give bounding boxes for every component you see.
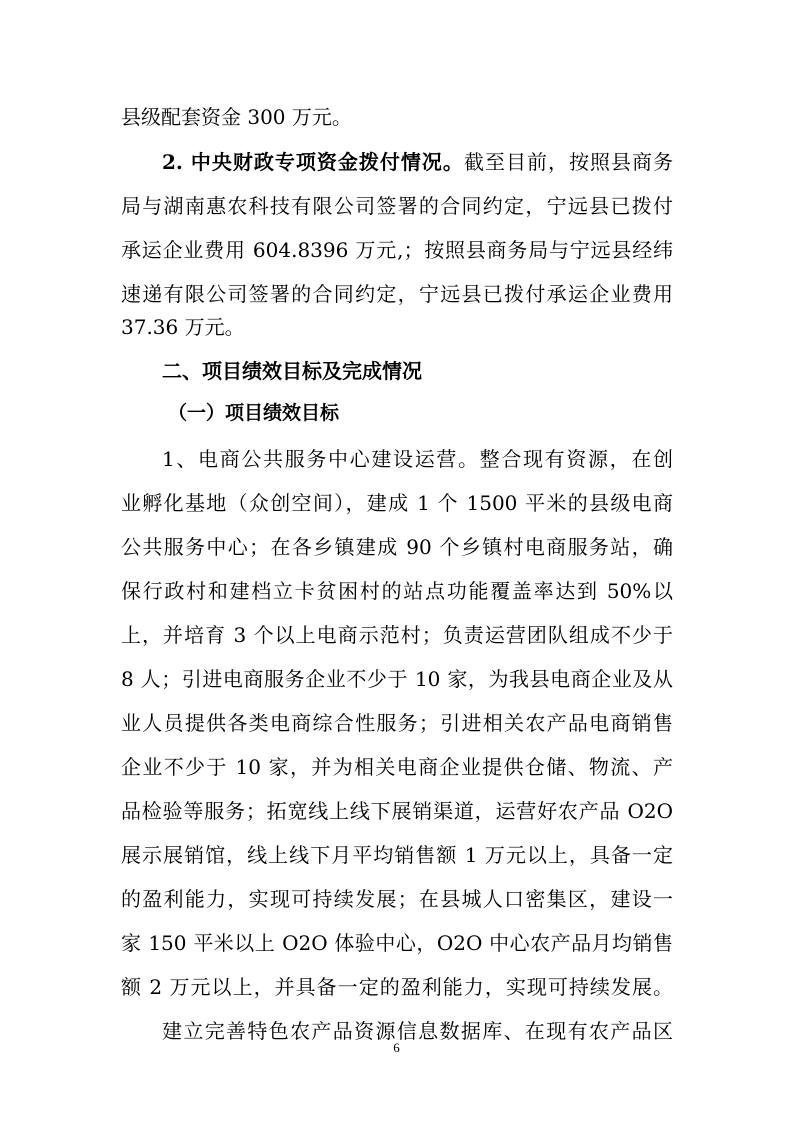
paragraph-line: 建立完善特色农产品资源信息数据库、在现有农产品区 — [162, 1019, 673, 1043]
paragraph-line: 的盈利能力，实现可持续发展；在县城人口密集区，建设一 — [121, 887, 673, 911]
paragraph-line: 展示展销馆，线上线下月平均销售额 1 万元以上，具备一定 — [121, 843, 673, 867]
paragraph-line: 公共服务中心；在各乡镇建成 90 个乡镇村电商服务站，确 — [121, 535, 673, 559]
subsection-title: 2. 中央财政专项资金拨付情况。 — [162, 150, 464, 174]
section-heading: 二、项目绩效目标及完成情况 — [162, 359, 422, 383]
subsection-heading: （一）项目绩效目标 — [168, 402, 340, 424]
paragraph-line: 业孵化基地（众创空间），建成 1 个 1500 平米的县级电商 — [121, 491, 673, 515]
paragraph-line: 速递有限公司签署的合同约定，宁远县已拨付承运企业费用 — [121, 282, 673, 306]
paragraph-line: 37.36 万元。 — [121, 315, 245, 339]
paragraph-line: 额 2 万元以上，并具备一定的盈利能力，实现可持续发展。 — [121, 975, 673, 999]
paragraph-line: 保行政村和建档立卡贫困村的站点功能覆盖率达到 50%以 — [121, 579, 673, 603]
paragraph-line: 承运企业费用 604.8396 万元,；按照县商务局与宁远县经纬 — [121, 238, 673, 262]
paragraph-line: 局与湖南惠农科技有限公司签署的合同约定，宁远县已拨付 — [121, 194, 673, 218]
subsection-text: 截至目前，按照县商务 — [463, 150, 673, 174]
paragraph-line: 县级配套资金 300 万元。 — [121, 105, 352, 129]
page-number: 6 — [393, 1040, 400, 1055]
paragraph-line: 业人员提供各类电商综合性服务；引进相关农产品电商销售 — [121, 711, 673, 735]
paragraph-line: 1、电商公共服务中心建设运营。整合现有资源，在创 — [162, 447, 673, 471]
paragraph-line: 上，并培育 3 个以上电商示范村；负责运营团队组成不少于 — [121, 623, 673, 647]
paragraph-line: 企业不少于 10 家，并为相关电商企业提供仓储、物流、产 — [121, 755, 673, 779]
subsection-line — [162, 142, 673, 182]
paragraph-line: 8 人；引进电商服务企业不少于 10 家，为我县电商企业及从 — [121, 667, 673, 691]
paragraph-line: 家 150 平米以上 O2O 体验中心，O2O 中心农产品月均销售 — [121, 931, 673, 955]
paragraph-line: 品检验等服务；拓宽线上线下展销渠道，运营好农产品 O2O — [121, 799, 673, 823]
